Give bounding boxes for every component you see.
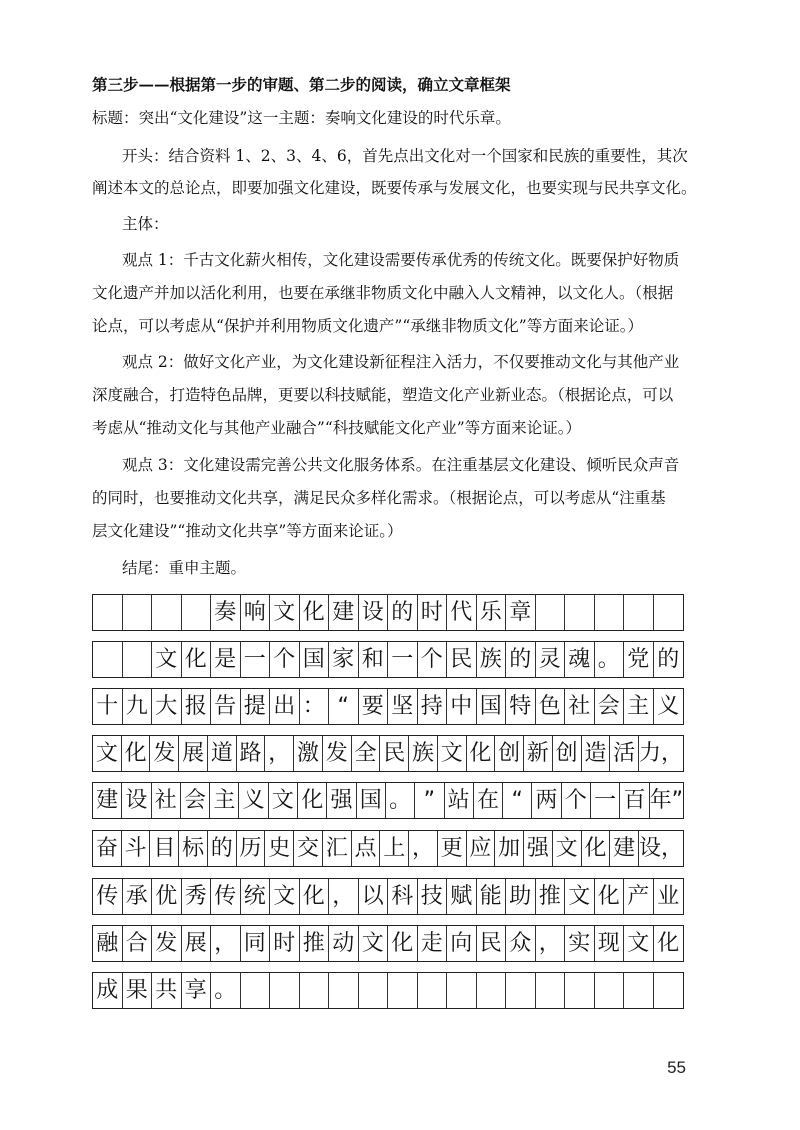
grid-cell [654,595,684,630]
grid-cell [536,595,566,630]
grid-row [92,641,684,678]
grid-cell: 共 [152,973,182,1008]
grid-cell: 众 [506,926,536,961]
grid-cell: 展 [182,926,212,961]
grid-cell: 义 [239,783,268,818]
grid-cell: 传 [211,879,241,914]
opening-line-2: 阐述本文的总论点，即要加强文化建设，既要传承与发展文化，也要实现与民共享文化。 [92,179,697,197]
grid-cell: 活 [610,736,639,771]
grid-cell: 汇 [323,831,352,866]
grid-cell [418,973,448,1008]
grid-cell: 文 [624,926,654,961]
grid-cell: 向 [447,926,477,961]
grid-cell: 化 [300,595,330,630]
grid-cell: 文 [270,879,300,914]
grid-cell: 在 [474,783,503,818]
grid-cell: 一 [241,642,271,677]
grid-cell: 推 [300,926,330,961]
grid-cell: 承 [123,879,153,914]
grid-cell: 化 [298,783,327,818]
grid-cell: 文 [565,879,595,914]
grid-cell: 史 [265,831,294,866]
grid-cell [93,642,123,677]
grid-cell [329,973,359,1008]
grid-cell: ， [211,926,241,961]
grid-cell: 文 [93,736,122,771]
grid-cell [182,595,212,630]
grid-cell: 义 [657,693,680,719]
grid-cell: 族 [477,642,507,677]
grid-cell: 章 [506,595,536,630]
grid-cell: 乐 [477,595,507,630]
grid-cell: 技 [418,879,448,914]
grid-cell: 展 [179,736,208,771]
grid-cell: 主 [210,783,239,818]
grid-cell: 道 [208,736,237,771]
grid-cell: 国 [357,783,386,818]
grid-cell: 建 [329,595,359,630]
grid-cell: 强 [327,783,356,818]
grid-row [92,830,684,867]
grid-cell: 赋 [447,879,477,914]
grid-cell: 社 [565,689,595,724]
grid-cell: 同 [241,926,271,961]
grid-cell: 激 [294,736,323,771]
grid-cell: 更 [438,831,467,866]
grid-cell: 应 [467,831,496,866]
grid-cell: 能 [477,879,507,914]
grid-cell: 设， [638,835,683,861]
grid-row [92,688,684,725]
grid-cell: 文 [152,642,182,677]
grid-cell: 要 [359,689,389,724]
grid-cell: 个 [562,783,591,818]
grid-cell: 实 [565,926,595,961]
grid-row [92,972,684,1009]
grid-row [92,735,684,772]
grid-cell: 设 [359,595,389,630]
grid-cell: 十 [93,689,123,724]
grid-cell: 报 [182,689,212,724]
grid-cell: 时 [270,926,300,961]
grid-cell: 创 [495,736,524,771]
body-label: 主体： [122,215,169,233]
grid-cell: 推 [536,879,566,914]
grid-cell [241,973,271,1008]
grid-cell: 创 [553,736,582,771]
grid-cell: 合 [123,926,153,961]
grid-cell: 响 [241,595,271,630]
grid-cell: 现 [595,926,625,961]
grid-cell: 色 [536,689,566,724]
grid-cell: 个 [270,642,300,677]
grid-cell: 秀 [182,879,212,914]
grid-cell: 加 [495,831,524,866]
viewpoint1-line-3: 论点，可以考虑从“保护并利用物质文化遗产”“承继非物质文化”等方面来论证。） [92,317,643,335]
grid-cell: 享 [182,973,212,1008]
grid-cell [359,973,389,1008]
grid-cell: 点 [352,831,381,866]
grid-cell: 。 [386,783,415,818]
grid-cell [123,642,153,677]
grid-cell: 大 [152,689,182,724]
grid-cell: 成 [93,973,123,1008]
grid-row [92,925,684,962]
grid-cell: 发 [323,736,352,771]
grid-cell: 产 [624,879,654,914]
grid-cell [270,973,300,1008]
grid-cell: 发 [152,926,182,961]
grid-cell: 强 [524,831,553,866]
grid-cell: 提 [241,689,271,724]
viewpoint2-line-2: 深度融合，打造特色品牌，更要以科技赋能，塑造文化产业新业态。（根据论点，可以 [92,386,674,404]
grid-cell: 灵 [536,642,566,677]
grid-cell: 目 [150,831,179,866]
grid-cell: 民 [447,642,477,677]
ending-line: 结尾：重申主题。 [122,559,247,577]
grid-cell: ， [329,879,359,914]
grid-cell: 化 [467,736,496,771]
grid-cell: ， [409,831,438,866]
grid-cell: 坚 [388,689,418,724]
grid-cell: 一 [591,783,620,818]
grid-cell: “ [503,783,532,818]
grid-cell: 国 [300,642,330,677]
grid-cell: 新 [524,736,553,771]
grid-cell [624,973,654,1008]
grid-cell [595,595,625,630]
grid-cell: 业 [657,883,680,909]
grid-cell: 交 [294,831,323,866]
grid-cell: 特 [506,689,536,724]
grid-cell: 和 [359,642,389,677]
grid-cell: 化 [657,930,680,956]
grid-cell: 果 [123,973,153,1008]
grid-cell: 奋 [93,831,122,866]
grid-cell: 文 [270,595,300,630]
grid-cell: 时 [418,595,448,630]
grid-row [92,782,684,819]
grid-cell: 出 [270,689,300,724]
grid-cell [506,973,536,1008]
grid-cell: 斗 [122,831,151,866]
grid-cell: 化 [595,879,625,914]
grid-cell: 传 [93,879,123,914]
grid-cell [654,973,684,1008]
grid-cell: 化 [182,642,212,677]
grid-cell: 融 [93,926,123,961]
grid-cell [447,973,477,1008]
grid-cell: 化 [122,736,151,771]
grid-cell: 。 [595,642,625,677]
step-title: 第三步——根据第一步的审题、第二步的阅读，确立文章框架 [92,75,511,94]
grid-cell: 文 [438,736,467,771]
grid-cell [152,595,182,630]
grid-cell: ， [536,926,566,961]
viewpoint1-line-2: 文化遗产并加以活化利用，也要在承继非物质文化中融入人文精神，以文化人。（根据 [92,284,674,302]
grid-cell: 。 [211,973,241,1008]
grid-cell: 家 [329,642,359,677]
viewpoint3-line-2: 的同时，也要推动文化共享，满足民众多样化需求。（根据论点，可以考虑从“注重基 [92,489,666,507]
grid-cell: 奏 [211,595,241,630]
grid-cell: 两 [532,783,561,818]
grid-cell: 的 [657,646,680,672]
grid-cell: 魂 [565,642,595,677]
grid-cell: 的 [506,642,536,677]
grid-cell: 造 [582,736,611,771]
page-number: 55 [667,1058,686,1077]
grid-row [92,878,684,915]
grid-cell: 文 [359,926,389,961]
grid-cell [536,973,566,1008]
grid-cell: 全 [352,736,381,771]
grid-cell: “ [329,689,359,724]
viewpoint3-line-1: 观点 3：文化建设需完善公共文化服务体系。在注重基层文化建设、倾听民众声音 [122,456,680,474]
grid-cell: ” [415,783,444,818]
grid-cell: 化 [582,831,611,866]
viewpoint1-line-1: 观点 1：千古文化薪火相传，文化建设需要传承优秀的传统文化。既要保护好物质 [122,251,680,269]
grid-cell: 的 [388,595,418,630]
grid-cell [93,595,123,630]
grid-cell: 个 [418,642,448,677]
grid-cell [123,595,153,630]
grid-cell: ： [300,689,330,724]
grid-cell: 社 [152,783,181,818]
grid-cell: 是 [211,642,241,677]
grid-cell: 民 [380,736,409,771]
grid-cell: ， [265,736,294,771]
grid-cell: 动 [329,926,359,961]
grid-cell: 代 [447,595,477,630]
grid-cell [300,973,330,1008]
grid-cell: 统 [241,879,271,914]
grid-cell: 建 [610,831,639,866]
grid-cell: 上 [380,831,409,866]
grid-cell: 设 [122,783,151,818]
grid-cell: 会 [181,783,210,818]
grid-cell: 文 [553,831,582,866]
grid-cell: 主 [624,689,654,724]
grid-cell: 的 [208,831,237,866]
grid-cell [595,973,625,1008]
grid-cell: 会 [595,689,625,724]
grid-cell [565,595,595,630]
grid-cell: 路 [237,736,266,771]
grid-cell: 力， [638,740,683,766]
grid-cell: 优 [152,879,182,914]
grid-cell: 以 [359,879,389,914]
grid-cell: 一 [388,642,418,677]
grid-cell: 民 [477,926,507,961]
grid-cell: 化 [300,879,330,914]
grid-cell: 文 [269,783,298,818]
grid-cell: 族 [409,736,438,771]
opening-line-1: 开头：结合资料 1、2、3、4、6，首先点出文化对一个国家和民族的重要性，其次 [122,147,688,165]
viewpoint2-line-1: 观点 2：做好文化产业，为文化建设新征程注入活力，不仅要推动文化与其他产业 [122,353,680,371]
grid-cell: 百 [620,783,649,818]
grid-cell: 告 [211,689,241,724]
grid-cell: 建 [93,783,122,818]
grid-cell: 助 [506,879,536,914]
viewpoint3-line-3: 层文化建设”“推动文化共享”等方面来论证。） [92,522,403,540]
grid-cell: 走 [418,926,448,961]
viewpoint2-line-3: 考虑从“推动文化与其他产业融合”“科技赋能文化产业”等方面来论证。） [92,419,581,437]
grid-cell: 国 [477,689,507,724]
grid-cell: 中 [447,689,477,724]
grid-cell [624,595,654,630]
grid-cell: 党 [624,642,654,677]
grid-cell: 九 [123,689,153,724]
title-line: 标题：突出“文化建设”这一主题：奏响文化建设的时代乐章。 [92,109,511,127]
grid-cell: 科 [388,879,418,914]
grid-cell [565,973,595,1008]
grid-cell: 持 [418,689,448,724]
grid-cell: 化 [388,926,418,961]
grid-cell: 年” [649,787,683,813]
grid-cell: 历 [237,831,266,866]
grid-cell [477,973,507,1008]
grid-cell: 标 [179,831,208,866]
grid-cell: 发 [150,736,179,771]
grid-cell [388,973,418,1008]
grid-row [92,594,684,631]
grid-cell: 站 [445,783,474,818]
